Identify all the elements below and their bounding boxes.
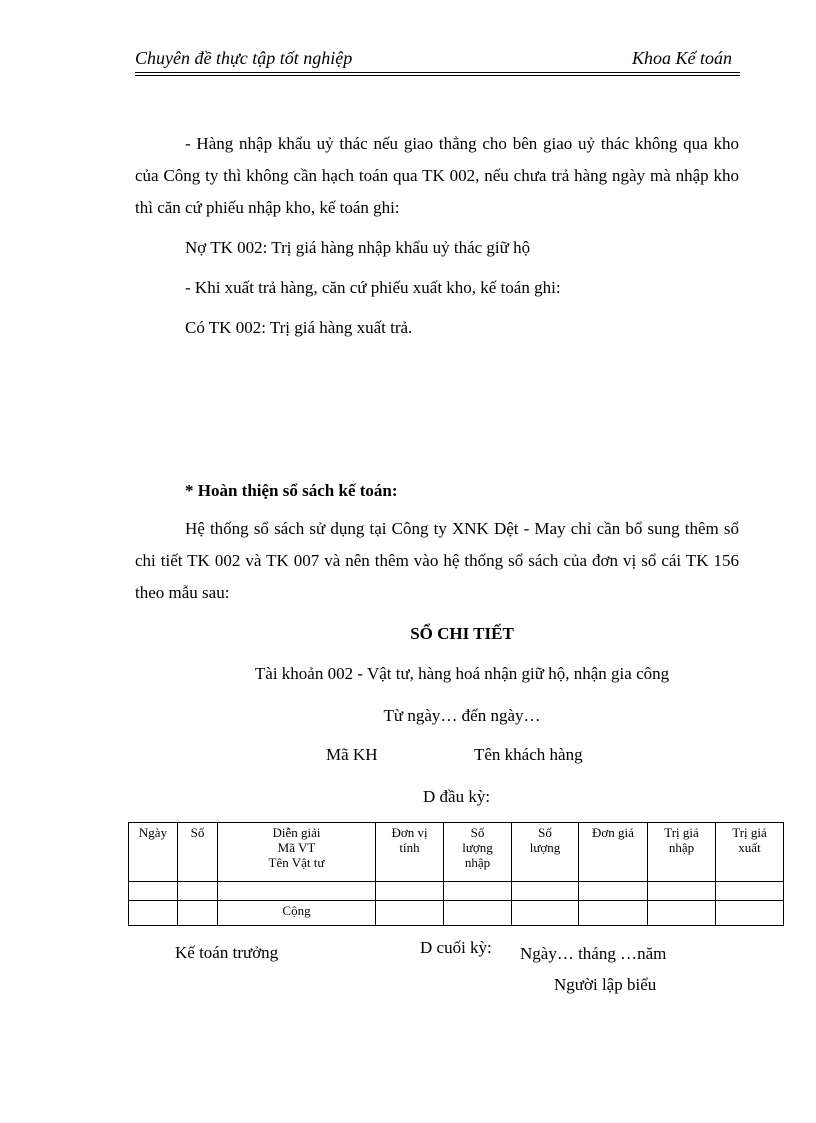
col-date: Ngày: [129, 823, 178, 882]
col-qty-in: Số lượng nhập: [444, 823, 512, 882]
col-unit-price: Đơn giá: [579, 823, 648, 882]
running-header-title: Chuyên đề thực tập tốt nghiệp: [135, 48, 353, 68]
entry-credit-002: Có TK 002: Trị giá hàng xuất trả.: [185, 318, 413, 337]
paragraph-ledger-system: Hệ thống sổ sách sử dụng tại Công ty XNK Dệt - May chỉ cần bổ sung thêm sổ chi tiết TK 002 và TK 007 và nên thêm vào hệ thống sổ sách của đơn vị sổ cái TK 156 theo mẫu sau:: [135, 519, 739, 602]
ledger-table: [128, 822, 784, 926]
section-heading: * Hoàn thiện sổ sách kế toán:: [185, 481, 398, 500]
form-period: Từ ngày… đến ngày…: [383, 706, 541, 725]
chief-accountant-label: Kế toán trưởng: [175, 943, 279, 962]
entry-debit-002: Nợ TK 002: Trị giá hàng nhập khẩu uỷ thác giữ hộ: [185, 238, 531, 257]
entry-return-goods: - Khi xuất trả hàng, căn cứ phiếu xuất kho, kế toán ghi:: [185, 278, 561, 297]
preparer-label: Người lập biểu: [554, 975, 657, 994]
table-row: [129, 882, 784, 901]
customer-code-label: Mã KH: [326, 745, 378, 764]
header-rule-bottom: [135, 75, 740, 76]
closing-balance-label: D cuối kỳ:: [420, 938, 492, 957]
col-qty: Số lượng: [512, 823, 579, 882]
opening-balance-label: D đầu kỳ:: [423, 787, 491, 806]
col-description: Diễn giải Mã VT Tên Vật tư: [218, 823, 376, 882]
col-value-out: Trị giá xuất: [716, 823, 784, 882]
table-header-row: [129, 823, 784, 882]
header-rule-top: [135, 72, 740, 73]
date-line: Ngày… tháng …năm: [520, 944, 667, 963]
col-number: Số: [178, 823, 218, 882]
col-value-in: Trị giá nhập: [648, 823, 716, 882]
form-title: SỔ CHI TIẾT: [410, 624, 514, 643]
table-total-row: [129, 901, 784, 926]
total-label: Cộng: [218, 901, 376, 926]
running-header-department: Khoa Kế toán: [631, 48, 732, 68]
form-account: Tài khoản 002 - Vật tư, hàng hoá nhận giữ hộ, nhận gia công: [254, 664, 670, 683]
col-unit: Đơn vị tính: [376, 823, 444, 882]
customer-name-label: Tên khách hàng: [474, 745, 583, 764]
paragraph-consignment-import: - Hàng nhập khẩu uỷ thác nếu giao thẳng cho bên giao uỷ thác không qua kho của Công ty thì không cần hạch toán qua TK 002, nếu chưa trả hàng ngày mà nhập kho thì căn cứ phiếu nhập kho, kế toán ghi:: [135, 134, 739, 217]
